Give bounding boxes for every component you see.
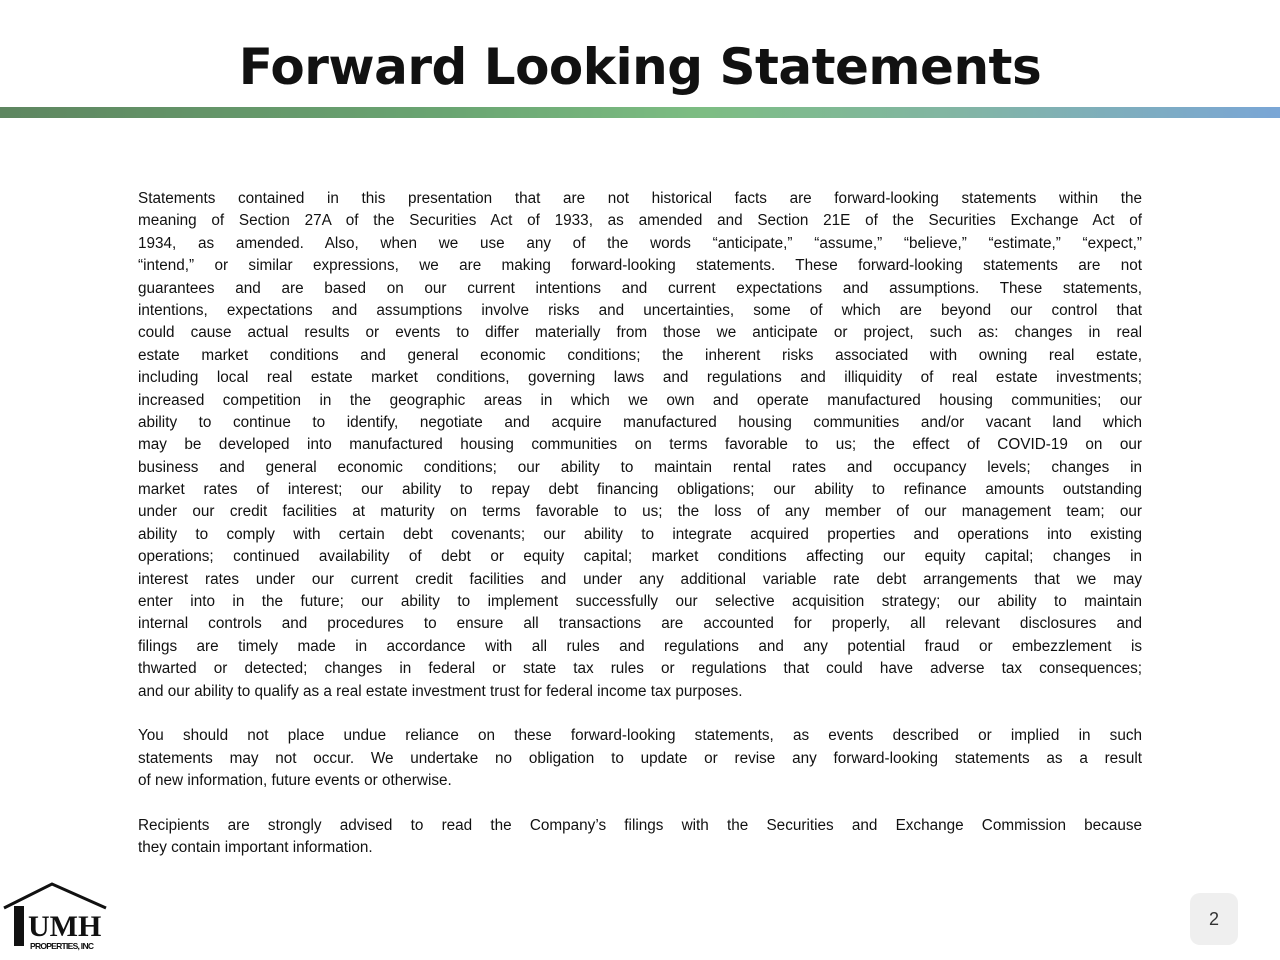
text-line: ability to comply with certain debt covenants; our ability to integrate acquired properties and operations into existing [138, 525, 1142, 543]
paragraph-3 [138, 815, 1142, 860]
page-title: Forward Looking Statements [238, 38, 1042, 96]
paragraph-1 [138, 188, 1142, 703]
text-line: Recipients are strongly advised to read the Company’s filings with the Securities and Exchange Commission because [138, 816, 1142, 834]
paragraph-2 [138, 725, 1142, 792]
text-line: market rates of interest; our ability to repay debt financing obligations; our ability to refinance amounts outstanding [138, 481, 1142, 499]
text-line: 1934, as amended. Also, when we use any of the words “anticipate,” “assume,” “believe,” “estimate,” “expect,” [138, 234, 1142, 252]
text-line: filings are timely made in accordance with all rules and regulations and any potential fraud or embezzlement is [138, 637, 1142, 655]
svg-text:PROPERTIES, INC: PROPERTIES, INC [30, 941, 94, 951]
text-line: and our ability to qualify as a real estate investment trust for federal income tax purposes. [138, 682, 743, 700]
text-line: intentions, expectations and assumptions involve risks and uncertainties, some of which are beyond our control that [138, 301, 1142, 319]
paragraph-gap [138, 703, 1142, 725]
text-line: including local real estate market conditions, governing laws and regulations and illiquidity of real estate investments; [138, 369, 1142, 387]
umh-logo [2, 880, 112, 952]
text-line: “intend,” or similar expressions, we are making forward-looking statements. These forward-looking statements are not [138, 257, 1142, 275]
text-line: You should not place undue reliance on these forward-looking statements, as events described or implied in such [138, 727, 1142, 745]
svg-text:UMH: UMH [28, 910, 102, 943]
text-line: they contain important information. [138, 839, 373, 857]
text-line: could cause actual results or events to differ materially from those we anticipate or project, such as: changes in real [138, 324, 1142, 342]
text-line: business and general economic conditions; our ability to maintain rental rates and occupancy levels; changes in [138, 458, 1142, 476]
text-line: thwarted or detected; changes in federal or state tax rules or regulations that could have adverse tax consequences; [138, 660, 1142, 678]
text-line: enter into in the future; our ability to implement successfully our selective acquisition strategy; our ability to maintain [138, 593, 1142, 611]
text-line: increased competition in the geographic areas in which we own and operate manufactured housing communities; our [138, 391, 1142, 409]
statement-body [138, 188, 1142, 860]
text-line: estate market conditions and general economic conditions; the inherent risks associated with owning real estate, [138, 346, 1142, 364]
title-divider-bar [0, 107, 1280, 118]
page-number: 2 [1190, 893, 1238, 945]
text-line: interest rates under our current credit facilities and under any additional variable rate debt arrangements that we may [138, 570, 1142, 588]
text-line: ability to continue to identify, negotiate and acquire manufactured housing communities and/or vacant land which [138, 413, 1142, 431]
text-line: meaning of Section 27A of the Securities Act of 1933, as amended and Section 21E of the Securities Exchange Act of [138, 212, 1142, 230]
text-line: may be developed into manufactured housing communities on terms favorable to us; the effect of COVID-19 on our [138, 436, 1142, 454]
paragraph-gap [138, 793, 1142, 815]
text-line: Statements contained in this presentation that are not historical facts are forward-looking statements within the [138, 190, 1142, 207]
text-line: guarantees and are based on our current intentions and current expectations and assumptions. These statements, [138, 279, 1142, 297]
text-line: operations; continued availability of debt or equity capital; market conditions affecting our equity capital; changes in [138, 548, 1142, 566]
text-line: internal controls and procedures to ensure all transactions are accounted for properly, all relevant disclosures and [138, 615, 1142, 633]
text-line: statements may not occur. We undertake no obligation to update or revise any forward-looking statements as a result [138, 749, 1142, 767]
text-line: under our credit facilities at maturity on terms favorable to us; the loss of any member of our management team; our [138, 503, 1142, 521]
text-line: of new information, future events or otherwise. [138, 772, 452, 790]
